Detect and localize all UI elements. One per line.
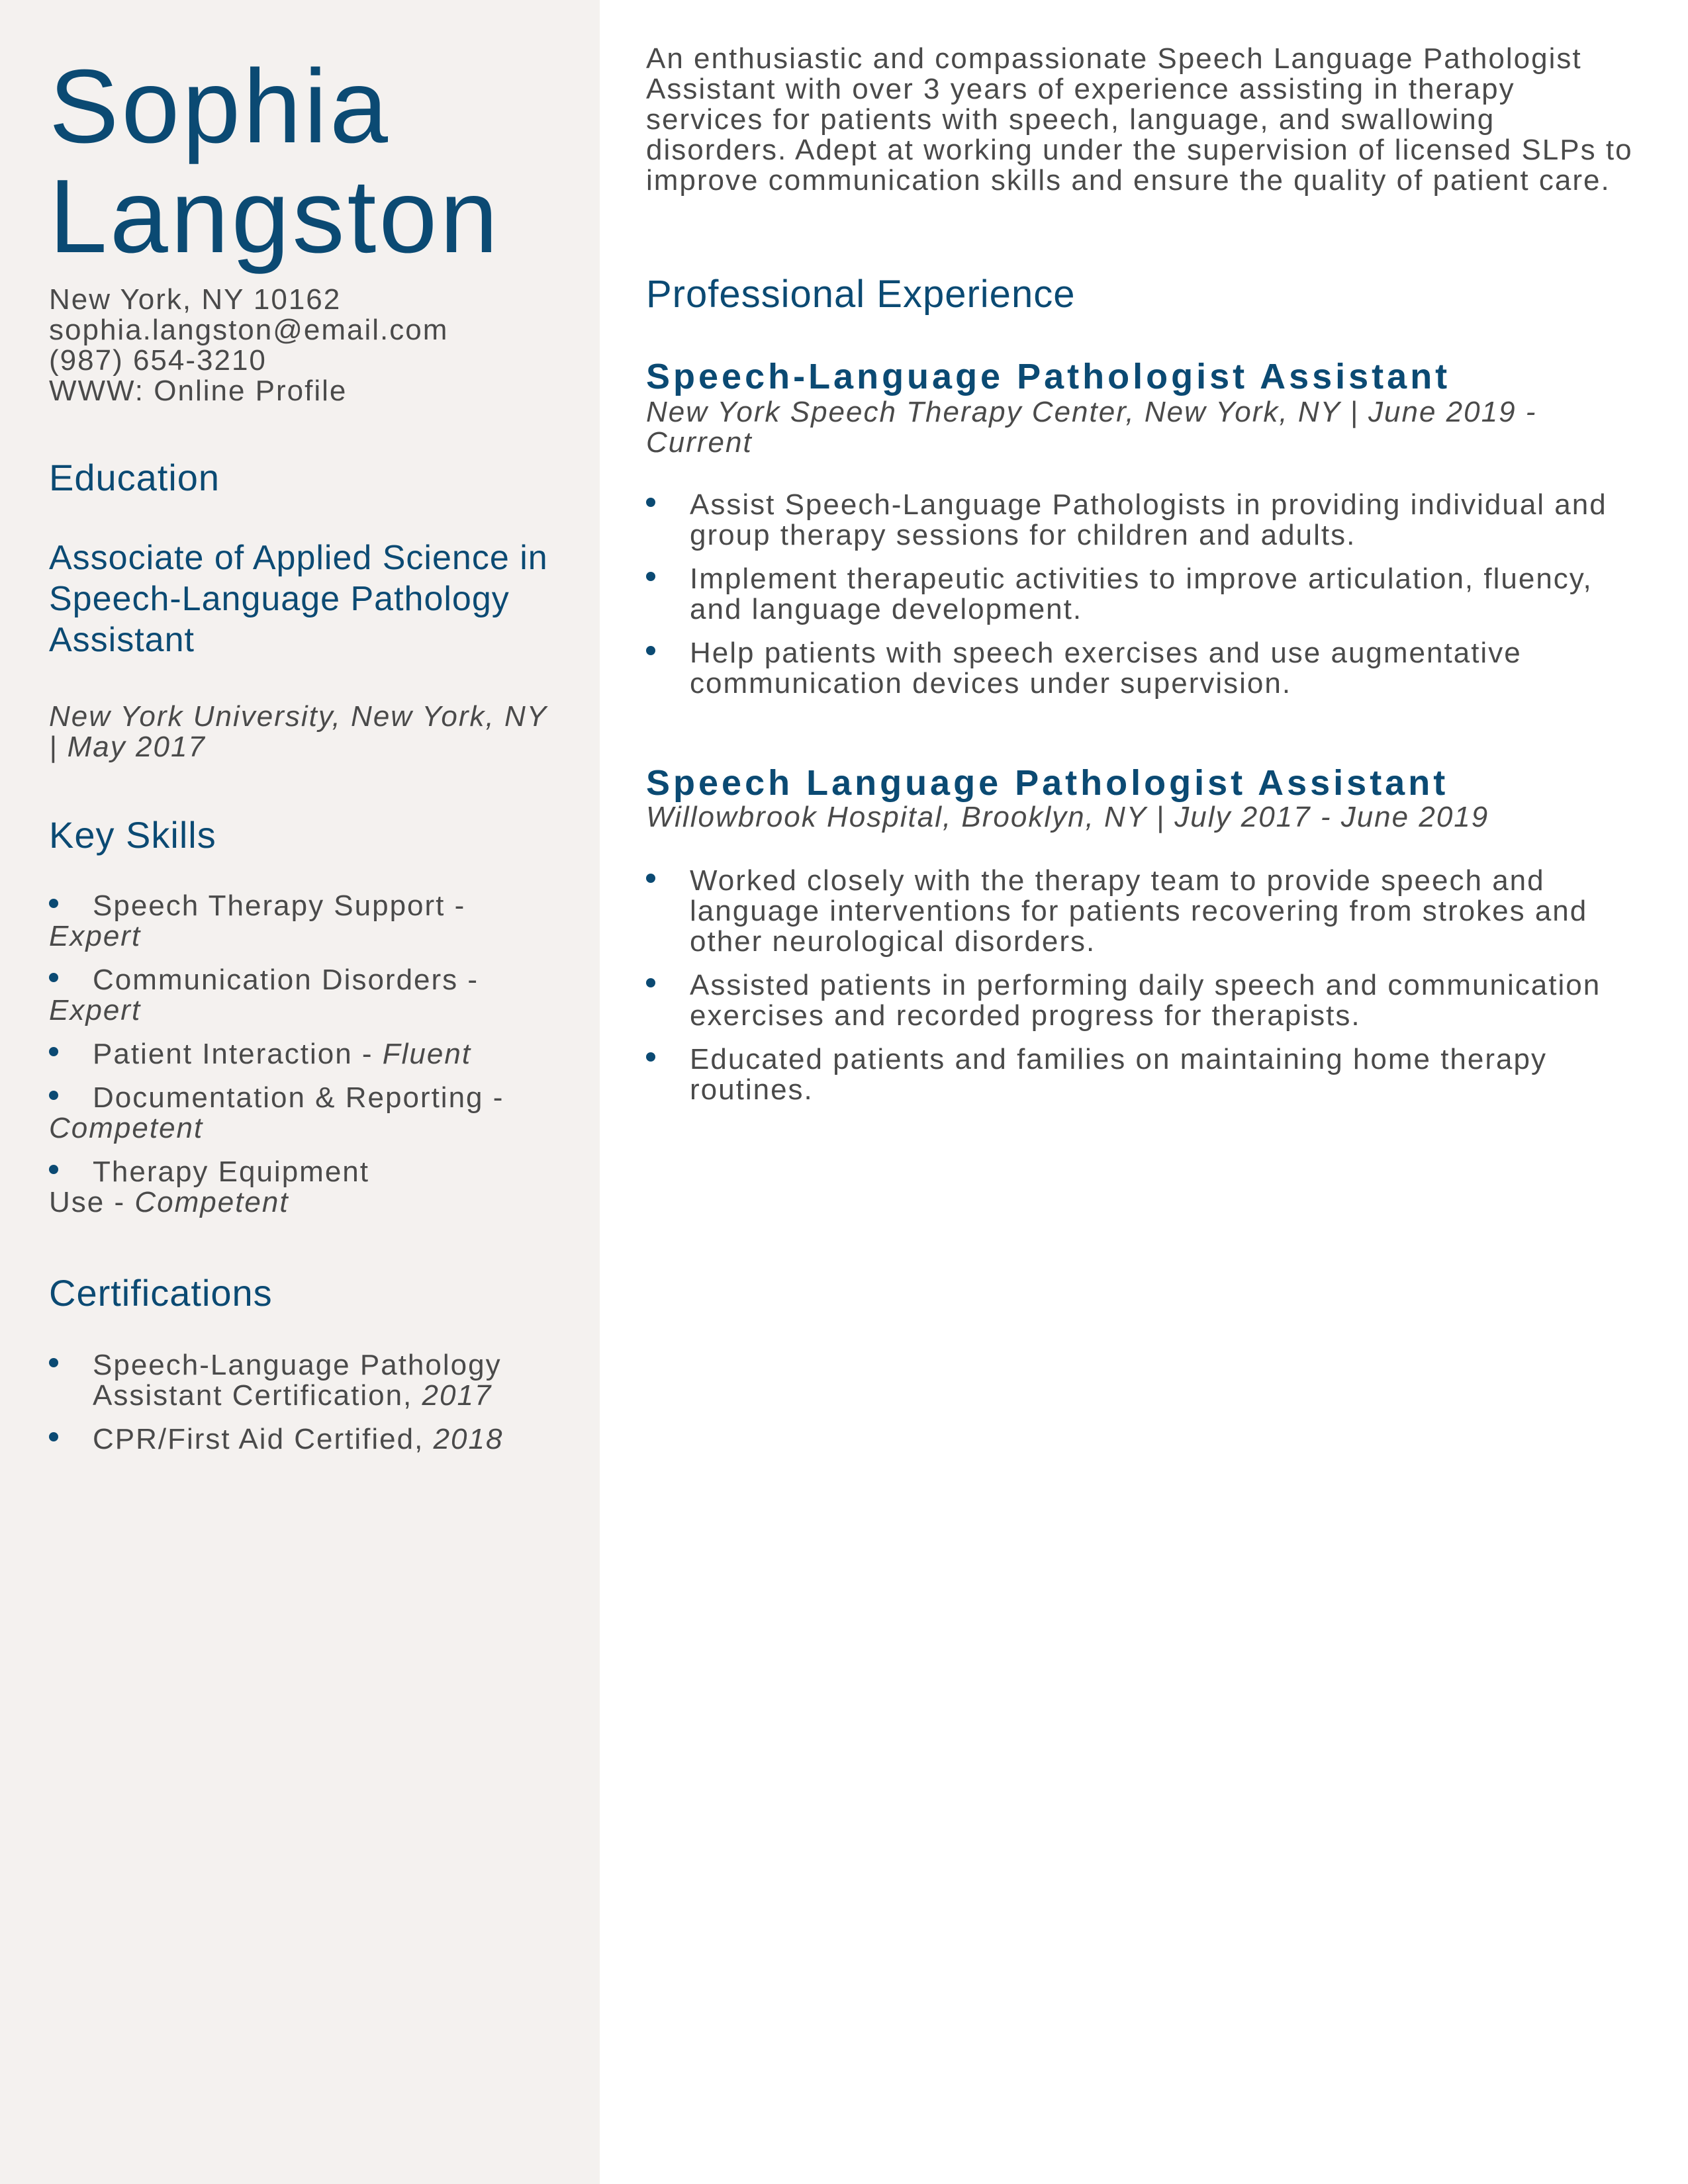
job-bullet: Worked closely with the therapy team to provide speech and language interventions for patients recovering from strokes and other neurological disorders. — [646, 866, 1639, 957]
job-bullet: Assist Speech-Language Pathologists in providing individual and group therapy sessions for children and adults. — [646, 490, 1639, 551]
skill-separator: - — [445, 889, 466, 922]
contact-info — [49, 285, 448, 406]
job-title: Speech-Language Pathologist Assistant — [646, 357, 1451, 396]
skill-separator: - — [458, 964, 479, 996]
certification-item — [49, 1424, 552, 1455]
skill-name: Documentation & Reporting — [93, 1081, 484, 1114]
certification-year: 2017 — [422, 1379, 492, 1412]
skill-name: Patient Interaction — [93, 1038, 353, 1070]
job-bullet: Educated patients and families on maintaining home therapy routines. — [646, 1044, 1639, 1105]
job-meta: New York Speech Therapy Center, New York, NY | June 2019 - Current — [646, 396, 1537, 459]
sidebar — [0, 0, 600, 2184]
first-name: Sophia — [49, 48, 391, 165]
contact-email[interactable]: sophia.langston@email.com — [49, 314, 449, 346]
certification-name: CPR/First Aid Certified, — [93, 1423, 434, 1455]
contact-website-link[interactable]: WWW: Online Profile — [49, 375, 348, 407]
skill-separator: - — [483, 1081, 504, 1114]
skill-level: Competent — [49, 1112, 204, 1144]
experience-heading: Professional Experience — [646, 273, 1076, 316]
job-bullets — [646, 866, 1639, 1118]
certifications-list — [49, 1350, 552, 1455]
skill-item — [49, 1039, 552, 1069]
skill-level: Expert — [49, 920, 142, 952]
skill-separator: - — [105, 1186, 135, 1218]
job-bullet: Implement therapeutic activities to improve articulation, fluency, and language development. — [646, 564, 1639, 625]
professional-summary: An enthusiastic and compassionate Speech Language Pathologist Assistant with over 3 years of experience assisting in therapy services for patients with speech, language, and swallowing disorders. Adept at working under the supervision of licensed SLPs to improve communication skills and ensure the quality of patient care. — [646, 42, 1633, 197]
skill-item — [49, 891, 552, 952]
job-title: Speech Language Pathologist Assistant — [646, 763, 1449, 803]
skill-item — [49, 965, 552, 1026]
skills-list — [49, 891, 552, 1218]
skill-separator: - — [352, 1038, 383, 1070]
education-heading: Education — [49, 457, 220, 498]
certification-name: Speech-Language Pathology Assistant Certification, — [93, 1349, 502, 1412]
skill-name: Communication Disorders — [93, 964, 459, 996]
skill-level: Fluent — [382, 1038, 472, 1070]
education-school: New York University, New York, NY | May 2017 — [49, 700, 547, 763]
job-meta: Willowbrook Hospital, Brooklyn, NY | July 2017 - June 2019 — [646, 801, 1489, 833]
job-bullet: Help patients with speech exercises and use augmentative communication devices under supervision. — [646, 638, 1639, 699]
skill-item — [49, 1083, 552, 1144]
contact-phone: (987) 654-3210 — [49, 344, 267, 377]
certification-item — [49, 1350, 552, 1411]
education-degree: Associate of Applied Science in Speech-Language Pathology Assistant — [49, 539, 548, 659]
job-bullet: Assisted patients in performing daily speech and communication exercises and recorded progress for therapists. — [646, 970, 1639, 1031]
certifications-heading: Certifications — [49, 1272, 273, 1314]
skill-name: Speech Therapy Support — [93, 889, 445, 922]
last-name: Langston — [49, 158, 501, 275]
skill-name: Therapy Equipment Use — [49, 1156, 369, 1218]
candidate-name — [49, 48, 501, 275]
certification-year: 2018 — [433, 1423, 504, 1455]
contact-address: New York, NY 10162 — [49, 283, 342, 316]
main-content — [646, 0, 1648, 2184]
skill-level: Competent — [134, 1186, 289, 1218]
job-bullets — [646, 490, 1639, 712]
skill-level: Expert — [49, 994, 142, 1026]
skills-heading: Key Skills — [49, 814, 216, 856]
skill-item — [49, 1157, 552, 1218]
